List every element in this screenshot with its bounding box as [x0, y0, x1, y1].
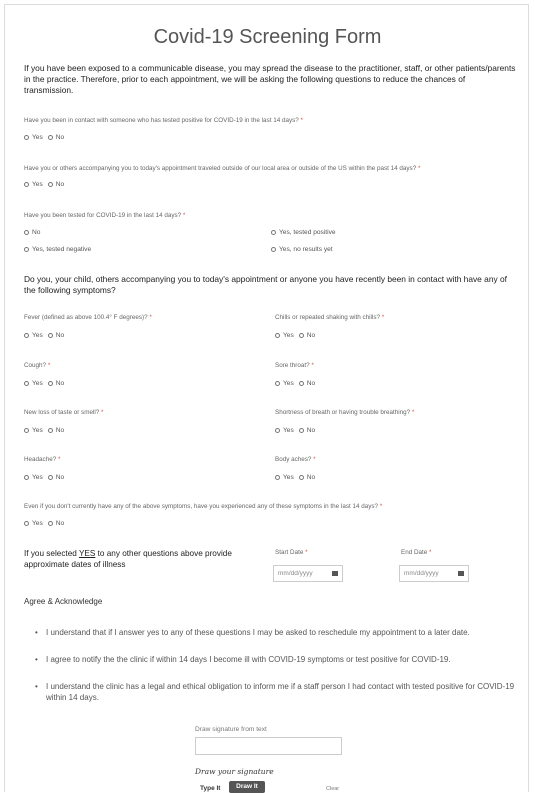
contact-no-radio[interactable]	[48, 135, 53, 140]
travel-no-radio[interactable]	[48, 182, 53, 187]
end-date-input[interactable]: mm/dd/yyyy	[399, 565, 469, 582]
form-title: Covid-19 Screening Form	[153, 26, 382, 48]
cough-yes-radio[interactable]	[24, 381, 29, 386]
acknowledge-item: I understand that if I answer yes to any of these questions I may be asked to reschedule my appointment to a later date.	[46, 628, 470, 637]
radio-icon[interactable]	[271, 230, 276, 235]
taste-no-radio[interactable]	[48, 428, 53, 433]
fever-no-radio[interactable]	[48, 333, 53, 338]
question-taste: New loss of taste or smell? *	[24, 409, 104, 416]
bullet-icon: •	[35, 682, 38, 691]
past-no-radio[interactable]	[48, 521, 53, 526]
calendar-icon[interactable]	[332, 571, 338, 576]
fever-options: Yes No	[24, 332, 64, 339]
start-date-input[interactable]: mm/dd/yyyy	[273, 565, 343, 582]
signature-text-input[interactable]	[195, 737, 342, 755]
draw-signature-label: Draw your signature	[195, 767, 274, 776]
no-label: No	[55, 181, 65, 188]
taste-options: Yes No	[24, 427, 64, 434]
tested-option-no[interactable]: No	[24, 229, 40, 236]
draw-it-button[interactable]: Draw It	[229, 781, 265, 793]
contact-yes-radio[interactable]	[24, 135, 29, 140]
radio-icon[interactable]	[24, 230, 29, 235]
calendar-icon[interactable]	[458, 571, 464, 576]
question-tested: Have you been tested for COVID-19 in the last 14 days? *	[24, 212, 186, 219]
dates-prompt: If you selected YES to any other questions above provide approximate dates of illness	[24, 549, 232, 569]
bullet-icon: •	[35, 628, 38, 637]
chills-no-radio[interactable]	[299, 333, 304, 338]
tested-option-negative[interactable]: Yes, tested negative	[24, 246, 91, 253]
contact-options	[24, 134, 64, 141]
body-aches-yes-radio[interactable]	[275, 475, 280, 480]
sore-throat-options: Yes No	[275, 380, 315, 387]
tested-option-no-results[interactable]: Yes, no results yet	[271, 246, 333, 253]
past-yes-radio[interactable]	[24, 521, 29, 526]
sore-throat-no-radio[interactable]	[299, 381, 304, 386]
radio-icon[interactable]	[24, 247, 29, 252]
cough-no-radio[interactable]	[48, 381, 53, 386]
headache-yes-radio[interactable]	[24, 475, 29, 480]
sore-throat-yes-radio[interactable]	[275, 381, 280, 386]
type-it-button[interactable]: Type It	[200, 785, 221, 792]
tested-option-positive[interactable]: Yes, tested positive	[271, 229, 336, 236]
cough-options: Yes No	[24, 380, 64, 387]
bullet-icon: •	[35, 655, 38, 664]
question-sore-throat: Sore throat? *	[275, 362, 314, 369]
question-contact: Have you been in contact with someone who has tested positive for COVID-19 in the last 14 days? *	[24, 117, 303, 124]
question-travel: Have you or others accompanying you to today's appointment traveled outside of our local area or outside of the US within the past 14 days? *	[24, 165, 421, 172]
intro-text: If you have been exposed to a communicable disease, you may spread the disease to the practitioner, staff, or other patients/parents in the practice. Therefore, prior to each appointment, we will be asking the following questions to reduce the chances of transmission.	[24, 63, 516, 95]
question-past-symptoms: Even if you don't currently have any of the above symptoms, have you experienced any of these symptoms in the last 14 days? *	[24, 503, 383, 510]
question-fever: Fever (defined as above 100.4° F degrees)? *	[24, 314, 152, 321]
breath-options: Yes No	[275, 427, 315, 434]
end-date-label: End Date *	[401, 549, 432, 556]
radio-icon[interactable]	[271, 247, 276, 252]
no-label: No	[55, 134, 65, 141]
taste-yes-radio[interactable]	[24, 428, 29, 433]
acknowledge-item: I understand the clinic has a legal and ethical obligation to inform me if a staff person I had contact with tested positive for COVID-19 within 14 days.	[46, 682, 515, 702]
body-aches-no-radio[interactable]	[299, 475, 304, 480]
question-chills: Chills or repeated shaking with chills? *	[275, 314, 385, 321]
yes-label: Yes	[32, 134, 43, 141]
acknowledge-item: I agree to notify the the clinic if within 14 days I become ill with COVID-19 symptoms or test positive for COVID-19.	[46, 655, 451, 664]
chills-yes-radio[interactable]	[275, 333, 280, 338]
travel-options	[24, 181, 64, 188]
clear-button[interactable]: Clear	[326, 786, 340, 792]
question-body-aches: Body aches? *	[275, 456, 316, 463]
signature-text-label: Draw signature from text	[195, 726, 267, 733]
question-breath: Shortness of breath or having trouble breathing? *	[275, 409, 415, 416]
acknowledge-heading: Agree & Acknowledge	[24, 597, 103, 606]
past-symptoms-options: Yes No	[24, 520, 64, 527]
fever-yes-radio[interactable]	[24, 333, 29, 338]
headache-no-radio[interactable]	[48, 475, 53, 480]
headache-options: Yes No	[24, 474, 64, 481]
body-aches-options: Yes No	[275, 474, 315, 481]
breath-no-radio[interactable]	[299, 428, 304, 433]
start-date-label: Start Date *	[275, 549, 308, 556]
symptoms-heading: Do you, your child, others accompanying you to today's appointment or anyone you have recently been in contact with have any of the following symptoms?	[24, 274, 507, 295]
question-headache: Headache? *	[24, 456, 61, 463]
question-cough: Cough? *	[24, 362, 51, 369]
chills-options: Yes No	[275, 332, 315, 339]
breath-yes-radio[interactable]	[275, 428, 280, 433]
yes-label: Yes	[32, 181, 43, 188]
travel-yes-radio[interactable]	[24, 182, 29, 187]
